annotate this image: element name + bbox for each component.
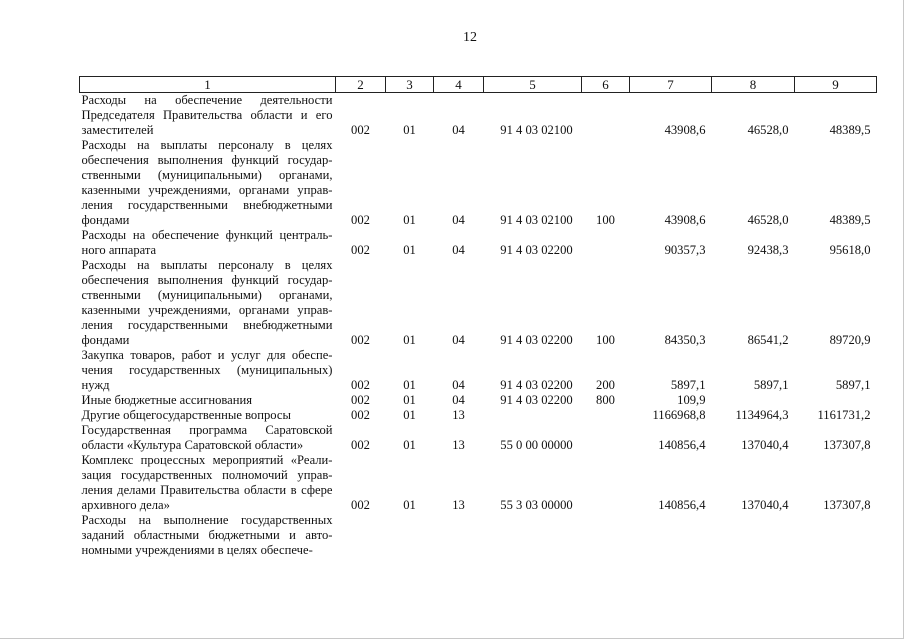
target-article: 91 4 03 02200 [500,333,573,347]
target-article: 91 4 03 02100 [500,123,573,137]
section-code: 01 [403,408,416,422]
column-number-row [80,77,877,93]
table-row [80,408,877,423]
expense-type [582,513,630,558]
amount-year-3: 89720,9 [829,333,871,347]
amount-year-1: 140856,4 [658,498,706,512]
ministry-code: 002 [351,378,370,392]
subsection-code: 13 [452,408,465,422]
amount-year-1: 90357,3 [664,243,706,257]
expense-name: Закупка товаров, работ и услуг для обеспечения государственных (муниципальных) нужд [81,348,333,392]
table-row [80,513,877,558]
subsection-code: 13 [452,498,465,512]
expense-type [582,453,630,513]
amount-year-2: 86541,2 [747,333,789,347]
expense-name: Расходы на выплаты персоналу в целях обеспечения выполнения функций государственными (муниципальными) органами, казенными учреждениями, органами управления государственными внебюджетными фондами [81,138,333,227]
section-code [386,513,434,558]
amount-year-1: 140856,4 [658,438,706,452]
section-code: 01 [403,393,416,407]
amount-year-2: 137040,4 [741,498,789,512]
page-number: 12 [463,30,477,45]
target-article: 91 4 03 02100 [500,213,573,227]
ministry-code [336,513,386,558]
expense-name: Комплекс процессных мероприятий «Реализация государственных полномочий управления делами Правительства области в сфере архивного дела» [81,453,333,512]
table-row [80,393,877,408]
amount-year-2: 1134964,3 [735,408,789,422]
amount-year-3: 5897,1 [835,378,871,392]
expense-type [582,228,630,258]
expense-type [582,423,630,453]
expense-name: Расходы на обеспечение деятельности Председателя Правительства области и его заместителей [81,93,333,137]
amount-year-2: 46528,0 [747,123,789,137]
target-article: 91 4 03 02200 [500,243,573,257]
expense-name: Расходы на выполнение государственных заданий областными бюджетными и автономными учреждениями в целях обеспече- [81,513,333,557]
section-code: 01 [403,333,416,347]
target-article [484,513,582,558]
table-row [80,138,877,228]
column-header: 8 [712,77,795,93]
subsection-code: 04 [452,213,465,227]
amount-year-3: 48389,5 [829,213,871,227]
expense-name: Расходы на обеспечение функций центрального аппарата [81,228,333,257]
subsection-code: 04 [452,243,465,257]
table-row [80,93,877,139]
subsection-code [434,513,484,558]
expense-name: Расходы на выплаты персоналу в целях обеспечения выполнения функций государственными (муниципальными) органами, казенными учреждениями, органами управления государственными внебюджетными фондами [81,258,333,347]
column-header: 7 [630,77,712,93]
amount-year-3 [795,513,877,558]
amount-year-3: 137307,8 [823,438,871,452]
ministry-code: 002 [351,408,370,422]
ministry-code: 002 [351,213,370,227]
amount-year-1: 43908,6 [664,213,706,227]
amount-year-1: 43908,6 [664,123,706,137]
subsection-code: 04 [452,123,465,137]
expense-type [582,93,630,139]
table-row [80,423,877,453]
subsection-code: 04 [452,378,465,392]
expense-name: Государственная программа Саратовской области «Культура Саратовской области» [81,423,333,452]
amount-year-3: 137307,8 [823,498,871,512]
column-header: 5 [484,77,582,93]
amount-year-3: 95618,0 [829,243,871,257]
target-article [484,408,582,423]
expense-name: Иные бюджетные ассигнования [81,393,253,407]
subsection-code: 04 [452,393,465,407]
table-row [80,258,877,348]
ministry-code: 002 [351,333,370,347]
section-code: 01 [403,213,416,227]
section-code: 01 [403,378,416,392]
table-row [80,348,877,393]
expense-type: 200 [596,378,615,392]
expense-name: Другие общегосударственные вопросы [81,408,291,422]
ministry-code: 002 [351,498,370,512]
column-header: 6 [582,77,630,93]
table-row [80,453,877,513]
budget-table [79,76,877,558]
target-article: 91 4 03 02200 [500,378,573,392]
amount-year-1: 84350,3 [664,333,706,347]
amount-year-1: 1166968,8 [652,408,706,422]
amount-year-2: 46528,0 [747,213,789,227]
expense-type: 800 [596,393,615,407]
ministry-code: 002 [351,123,370,137]
target-article: 91 4 03 02200 [500,393,573,407]
amount-year-1: 109,9 [677,393,706,407]
target-article: 55 3 03 00000 [500,498,573,512]
section-code: 01 [403,123,416,137]
ministry-code: 002 [351,438,370,452]
section-code: 01 [403,498,416,512]
ministry-code: 002 [351,393,370,407]
column-header: 1 [80,77,336,93]
amount-year-3 [795,393,877,408]
amount-year-1: 5897,1 [670,378,706,392]
expense-type: 100 [596,333,615,347]
subsection-code: 04 [452,333,465,347]
target-article: 55 0 00 00000 [500,438,573,452]
amount-year-2: 5897,1 [753,378,789,392]
amount-year-2: 137040,4 [741,438,789,452]
expense-type [582,408,630,423]
column-header: 9 [795,77,877,93]
section-code: 01 [403,243,416,257]
subsection-code: 13 [452,438,465,452]
column-header: 2 [336,77,386,93]
amount-year-2 [712,513,795,558]
column-header: 3 [386,77,434,93]
amount-year-2 [712,393,795,408]
amount-year-2: 92438,3 [747,243,789,257]
amount-year-1 [630,513,712,558]
amount-year-3: 1161731,2 [817,408,871,422]
expense-type: 100 [596,213,615,227]
table-row [80,228,877,258]
section-code: 01 [403,438,416,452]
column-header: 4 [434,77,484,93]
ministry-code: 002 [351,243,370,257]
amount-year-3: 48389,5 [829,123,871,137]
